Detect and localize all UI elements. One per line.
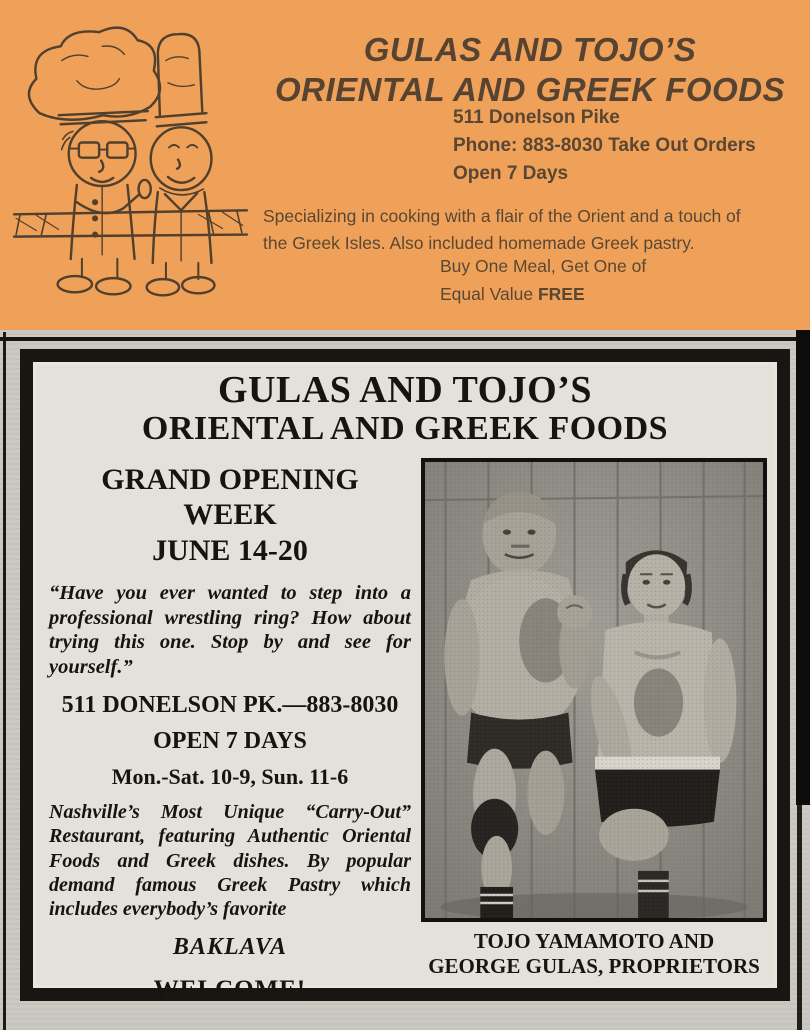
ad-baklava: BAKLAVA [172, 934, 288, 961]
newspaper-ad-section [0, 330, 810, 1030]
grand-opening-line2: WEEK [183, 498, 277, 532]
flyer-title-line2: ORIENTAL AND GREEK FOODS [274, 71, 786, 109]
flyer-phone: Phone: 883-8030 Take Out Orders [453, 135, 756, 156]
wrestlers-photo-illustration [425, 462, 763, 918]
ad-hours: Mon.-Sat. 10-9, Sun. 11-6 [111, 764, 349, 790]
flyer-description [263, 203, 810, 257]
flyer-open-days: Open 7 Days [453, 163, 569, 184]
ad-body-text: Nashville’s Most Unique “Carry-Out” Restaurant, featuring Authentic Oriental Foods and Greek dishes. By popular demand famous Greek Pastry which includes everybody’s favorite [49, 801, 411, 921]
grand-opening-line3: JUNE 14-20 [152, 533, 308, 567]
flyer-description-line1: Specializing in cooking with a flair of the Orient and a touch of [263, 206, 741, 226]
photo-caption-line2: GEORGE GULAS, PROPRIETORS [428, 953, 760, 978]
newspaper-column-rule-top [0, 337, 796, 341]
photo-caption-line1: TOJO YAMAMOTO AND [473, 928, 715, 953]
wrestlers-photo [421, 458, 767, 922]
ad-quote: “Have you ever wanted to step into a professional wrestling ring? How about trying this one. Stop by and see for yourself.” [49, 581, 411, 678]
grand-opening-line1: GRAND OPENING [101, 462, 359, 496]
flyer-address: 511 Donelson Pike [453, 107, 620, 128]
ad-welcome: WELCOME! [153, 976, 307, 1004]
flyer-title-line1: GULAS AND TOJO’S [363, 31, 697, 68]
newspaper-gutter-band-right [796, 330, 810, 805]
flyer-title [250, 30, 810, 111]
orange-flyer [0, 0, 810, 330]
ad-photo-column [419, 456, 769, 1004]
flyer-description-line2: the Greek Isles. Also included homemade Greek pastry. [263, 233, 695, 253]
flyer-offer-line2 [440, 280, 646, 308]
ad-open-days: OPEN 7 DAYS [153, 728, 307, 755]
two-chefs-cartoon-icon [6, 20, 254, 308]
grand-opening-heading [49, 462, 411, 568]
flyer-offer-line2-prefix: Equal Value [440, 284, 538, 304]
flyer-contact-block [453, 104, 756, 188]
ad-text-column [41, 456, 419, 1004]
newspaper-column-rule-left [3, 332, 6, 1030]
flyer-offer-free: FREE [537, 284, 585, 304]
ad-headline [41, 370, 769, 448]
flyer-offer [440, 252, 646, 308]
chefs-illustration [6, 20, 254, 310]
ad-address-phone: 511 DONELSON PK.—883-8030 [61, 692, 399, 719]
ad-border-frame [20, 349, 790, 1004]
ad-headline-line1: GULAS AND TOJO’S [217, 369, 593, 411]
flyer-offer-line1: Buy One Meal, Get One of [440, 256, 647, 276]
ad-headline-line2: ORIENTAL AND GREEK FOODS [141, 410, 669, 448]
newspaper-column-rule-right [797, 805, 802, 1030]
photo-caption [421, 929, 767, 979]
